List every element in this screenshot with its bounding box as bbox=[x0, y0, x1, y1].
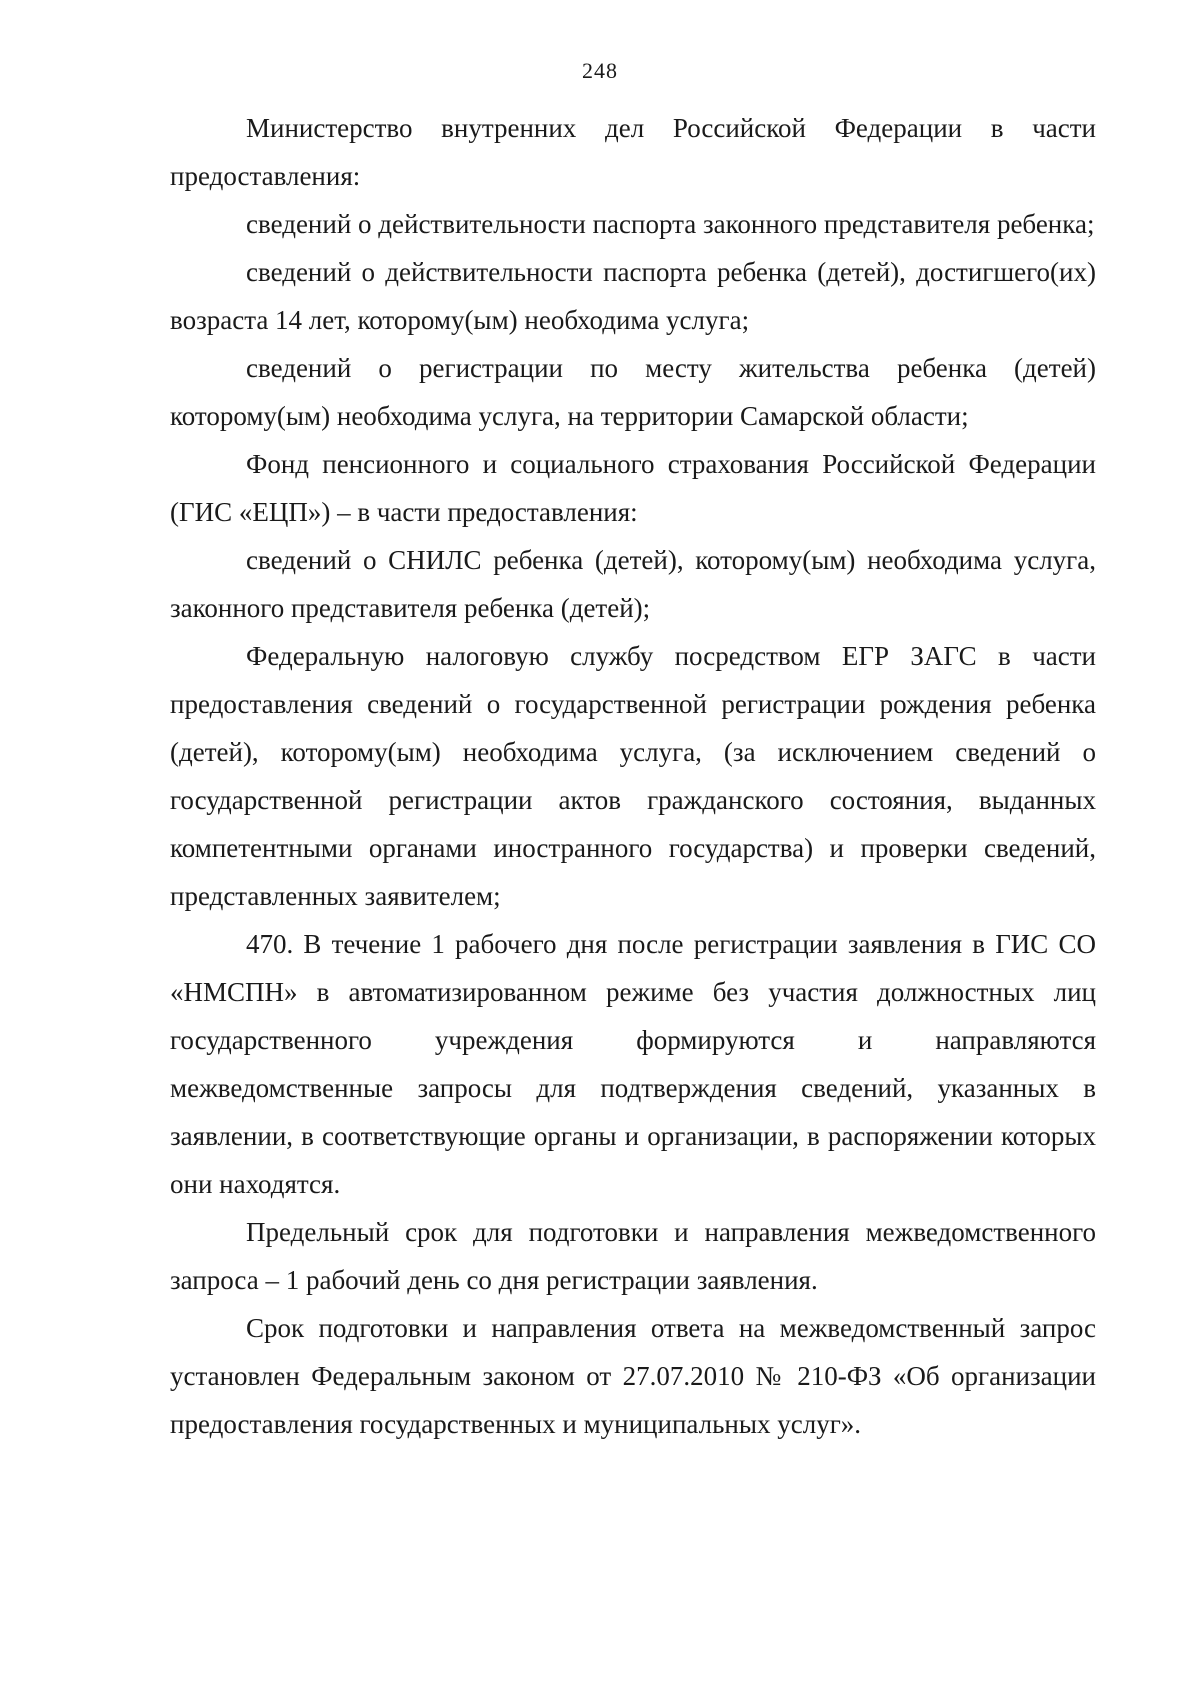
paragraph-registration-residence: сведений о регистрации по месту жительства ребенка (детей) которому(ым) необходима услуга, на территории Самарской области; bbox=[170, 353, 1096, 431]
paragraph-response-term: Срок подготовки и направления ответа на межведомственный запрос установлен Федеральным законом от 27.07.2010 № 210-ФЗ «Об организации предоставления государственных и муниципальных услуг». bbox=[170, 1313, 1096, 1439]
paragraph-mvd-intro: Министерство внутренних дел Российской Федерации в части предоставления: bbox=[170, 113, 1096, 191]
document-body bbox=[170, 104, 1096, 1448]
paragraph-tax-service: Федеральную налоговую службу посредством ЕГР ЗАГС в части предоставления сведений о государственной регистрации рождения ребенка (детей), которому(ым) необходима услуга, (за исключением сведений о государственной регистрации актов гражданского состояния, выданных компетентными органами иностранного государства) и проверки сведений, представленных заявителем; bbox=[170, 641, 1096, 911]
page-number: 248 bbox=[582, 58, 618, 83]
paragraph-passport-child: сведений о действительности паспорта ребенка (детей), достигшего(их) возраста 14 лет, которому(ым) необходима услуга; bbox=[170, 257, 1096, 335]
paragraph-snils: сведений о СНИЛС ребенка (детей), которому(ым) необходима услуга, законного представителя ребенка (детей); bbox=[170, 545, 1096, 623]
paragraph-item-470: 470. В течение 1 рабочего дня после регистрации заявления в ГИС СО «НМСПН» в автоматизированном режиме без участия должностных лиц государственного учреждения формируются и направляются межведомственные запросы для подтверждения сведений, указанных в заявлении, в соответствующие органы и организации, в распоряжении которых они находятся. bbox=[170, 929, 1096, 1199]
paragraph-pension-fund: Фонд пенсионного и социального страхования Российской Федерации (ГИС «ЕЦП») – в части предоставления: bbox=[170, 449, 1096, 527]
paragraph-passport-representative: сведений о действительности паспорта законного представителя ребенка; bbox=[246, 209, 1095, 239]
paragraph-deadline: Предельный срок для подготовки и направления межведомственного запроса – 1 рабочий день со дня регистрации заявления. bbox=[170, 1217, 1096, 1295]
